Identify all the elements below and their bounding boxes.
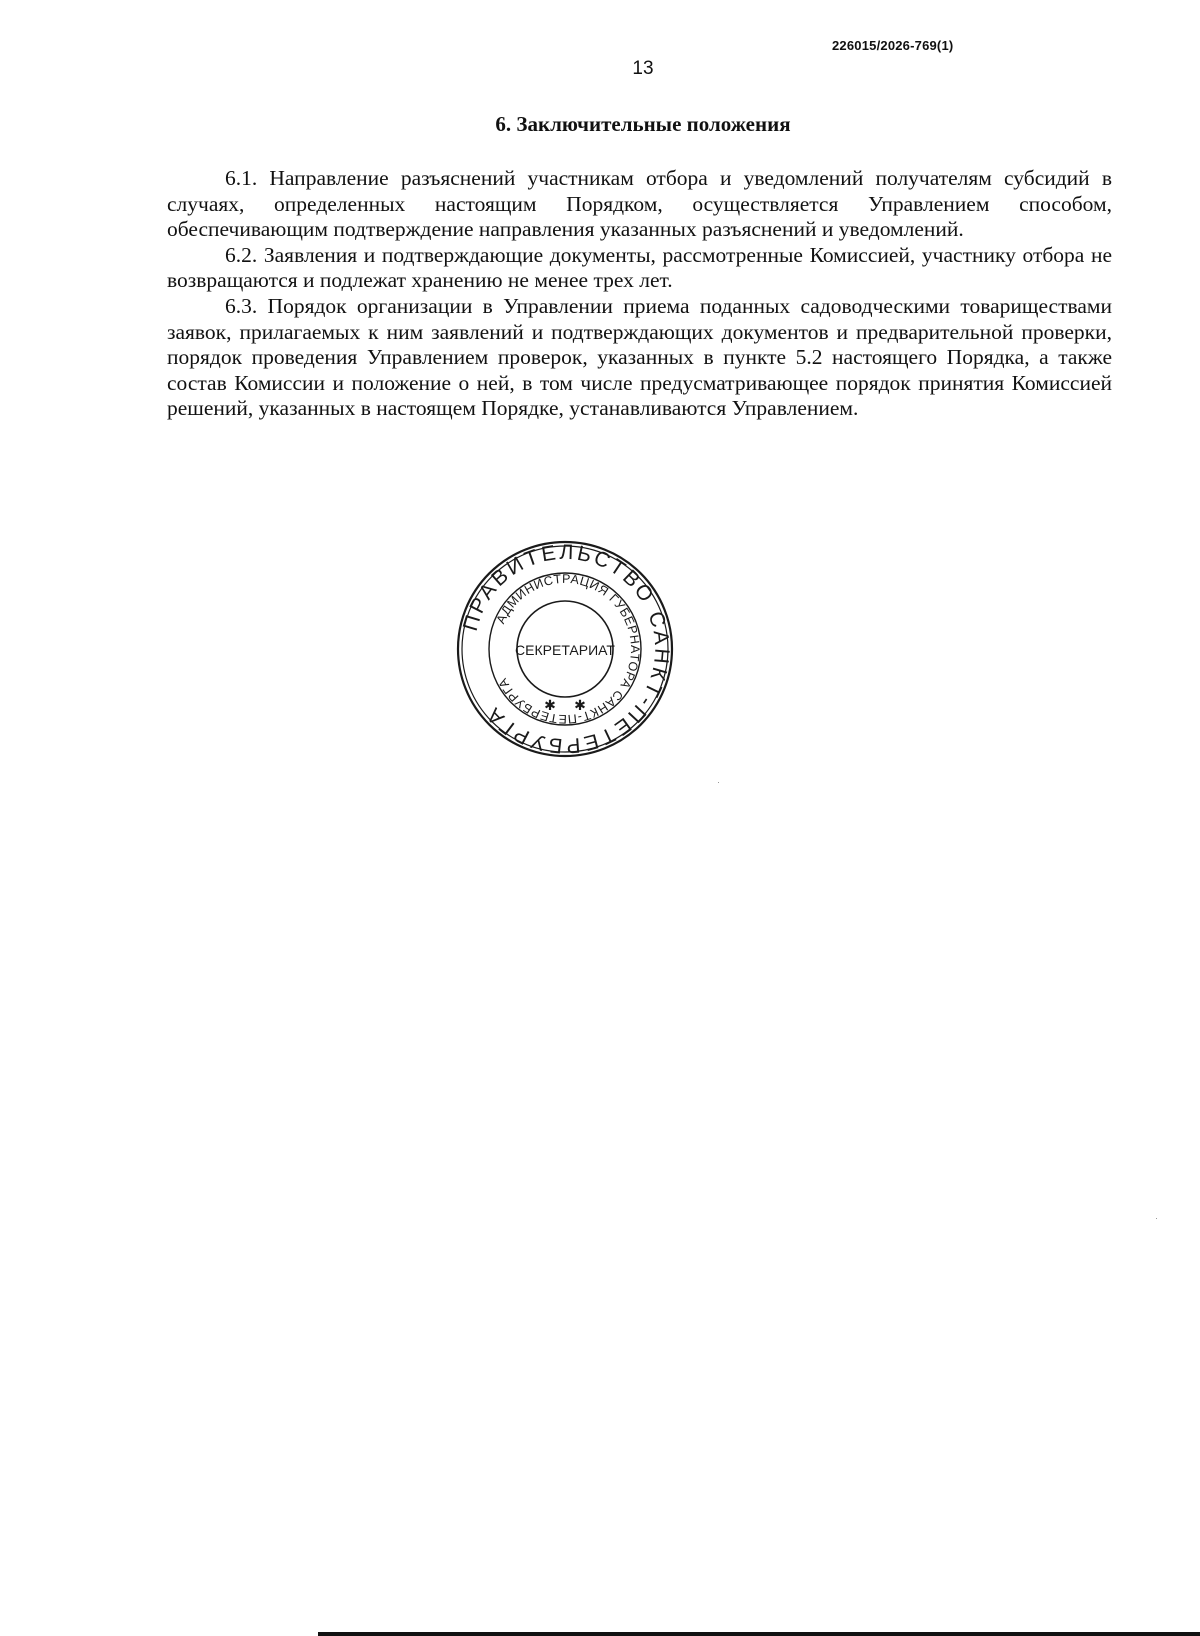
paragraph-6-3: 6.3. Порядок организации в Управлении приема поданных садоводческими товариществами заявок, прилагаемых к ним заявлений и подтверждающих документов и предварительной проверки, порядок проведения Управлением проверок, указанных в пункте 5.2 настоящего Порядка, а также состав Комиссии и положение о ней, в том числе предусматривающее порядок принятия Комиссией решений, указанных в настоящем Порядке, устанавливаются Управлением. xyxy=(167,293,1112,421)
paragraph-6-2: 6.2. Заявления и подтверждающие документы, рассмотренные Комиссией, участнику отбора не возвращаются и подлежат хранению не менее трех лет. xyxy=(167,242,1112,293)
seal-star-right: ✱ xyxy=(574,698,586,714)
seal-outer-textpath: ПРАВИТЕЛЬСТВО САНКТ-ПЕТЕРБУРГА xyxy=(458,540,674,758)
scan-edge-line xyxy=(318,1632,1200,1636)
seal-star-left: ✱ xyxy=(544,698,556,714)
page-number: 13 xyxy=(632,58,654,79)
scan-artifact xyxy=(718,782,719,783)
seal-inner-textpath: АДМИНИСТРАЦИЯ ГУБЕРНАТОРА САНКТ-ПЕТЕРБУРГА xyxy=(493,571,643,727)
seal-graphic xyxy=(454,540,676,758)
document-registration-number: 226015/2026-769(1) xyxy=(832,38,954,53)
section-title: 6. Заключительные положения xyxy=(495,112,791,136)
scan-artifact xyxy=(1156,1218,1157,1219)
official-seal-stamp xyxy=(454,540,676,758)
document-body xyxy=(167,166,1112,422)
seal-center-text: СЕКРЕТАРИАТ xyxy=(515,642,615,658)
paragraph-6-1: 6.1. Направление разъяснений участникам отбора и уведомлений получателям субсидий в случаях, определенных настоящим Порядком, осуществляется Управлением способом, обеспечивающим подтверждение направления указанных разъяснений и уведомлений. xyxy=(167,166,1112,242)
